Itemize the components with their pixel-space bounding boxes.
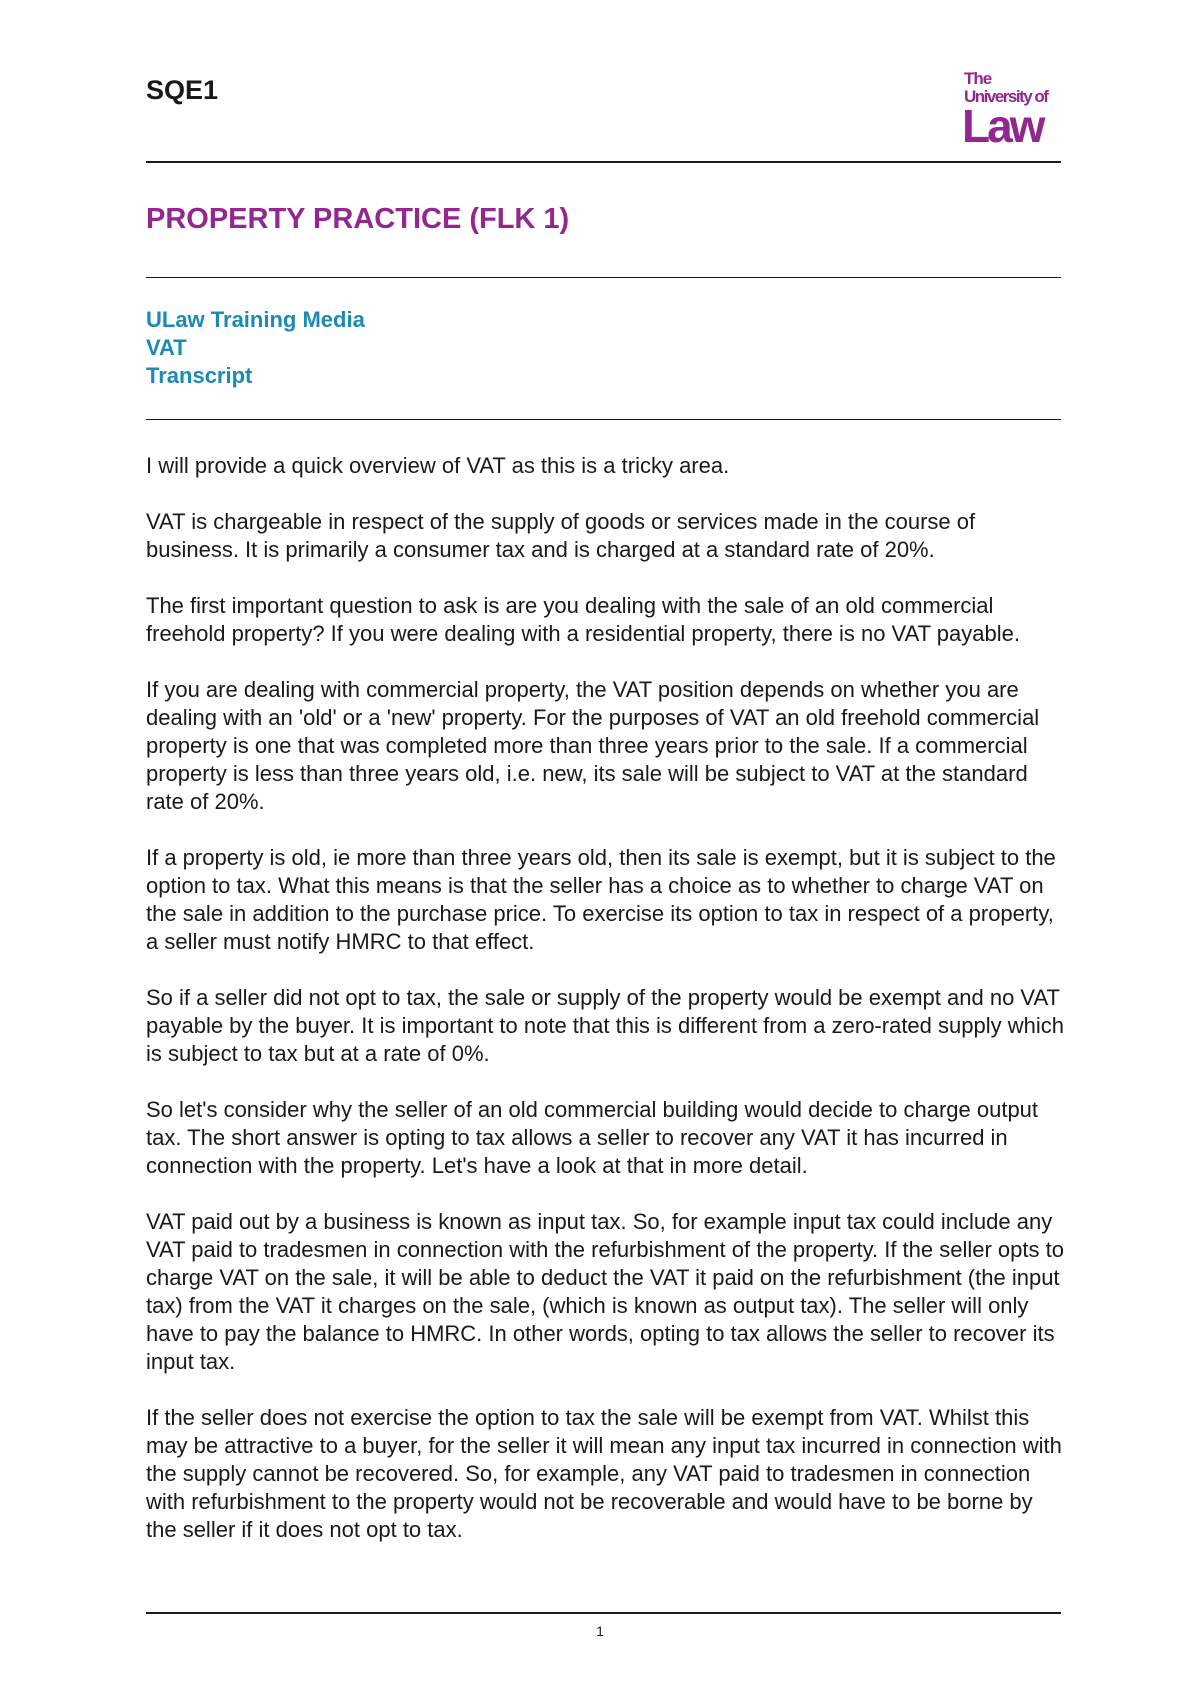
document-title: PROPERTY PRACTICE (FLK 1)	[146, 203, 570, 235]
meta-type: Transcript	[146, 363, 253, 388]
footer-divider	[146, 1612, 1061, 1614]
university-of-law-logo	[962, 69, 1062, 152]
document-meta	[146, 306, 365, 390]
logo-line-the: The	[964, 69, 992, 88]
paragraph: I will provide a quick overview of VAT as this is a tricky area.	[146, 453, 730, 478]
paragraph: If you are dealing with commercial property, the VAT position depends on whether you are dealing with an 'old' or a 'new' property. For the purposes of VAT an old freehold commercial property is one that was completed more than three years prior to the sale. If a commercial property is less than three years old, i.e. new, its sale will be subject to VAT at the standard rate of 20%.	[146, 677, 1040, 814]
paragraph: If the seller does not exercise the option to tax the sale will be exempt from VAT. Whilst this may be attractive to a buyer, for the seller it will mean any input tax incurred in connection with the supply cannot be recovered. So, for example, any VAT paid to tradesmen in connection with refurbishment to the property would not be recoverable and would have to be borne by the seller if it does not opt to tax.	[146, 1405, 1062, 1542]
meta-divider	[146, 419, 1061, 420]
logo-line-university-of: University of	[964, 87, 1048, 106]
paragraph: VAT is chargeable in respect of the supply of goods or services made in the course of business. It is primarily a consumer tax and is charged at a standard rate of 20%.	[146, 509, 976, 562]
transcript-body	[146, 452, 1066, 1572]
document-code: SQE1	[146, 75, 219, 105]
paragraph: So if a seller did not opt to tax, the sale or supply of the property would be exempt and no VAT payable by the buyer. It is important to note that this is different from a zero-rated supply which is subject to tax but at a rate of 0%.	[146, 985, 1064, 1066]
meta-topic: VAT	[146, 335, 187, 360]
meta-source: ULaw Training Media	[146, 307, 365, 332]
paragraph: So let's consider why the seller of an old commercial building would decide to charge output tax. The short answer is opting to tax allows a seller to recover any VAT it has incurred in connection with the property. Let's have a look at that in more detail.	[146, 1097, 1039, 1178]
title-divider	[146, 277, 1061, 278]
header-divider	[146, 161, 1061, 163]
logo-line-law: Law	[962, 100, 1043, 152]
paragraph: If a property is old, ie more than three years old, then its sale is exempt, but it is subject to the option to tax. What this means is that the seller has a choice as to whether to charge VAT on the sale in addition to the purchase price. To exercise its option to tax in respect of a property, a seller must notify HMRC to that effect.	[146, 845, 1056, 954]
page-number: 1	[596, 1623, 604, 1639]
paragraph: VAT paid out by a business is known as input tax. So, for example input tax could include any VAT paid to tradesmen in connection with the refurbishment of the property. If the seller opts to charge VAT on the sale, it will be able to deduct the VAT it paid on the refurbishment (the input tax) from the VAT it charges on the sale, (which is known as output tax). The seller will only have to pay the balance to HMRC. In other words, opting to tax allows the seller to recover its input tax.	[146, 1209, 1064, 1374]
paragraph: The first important question to ask is are you dealing with the sale of an old commercial freehold property? If you were dealing with a residential property, there is no VAT payable.	[146, 593, 1020, 646]
